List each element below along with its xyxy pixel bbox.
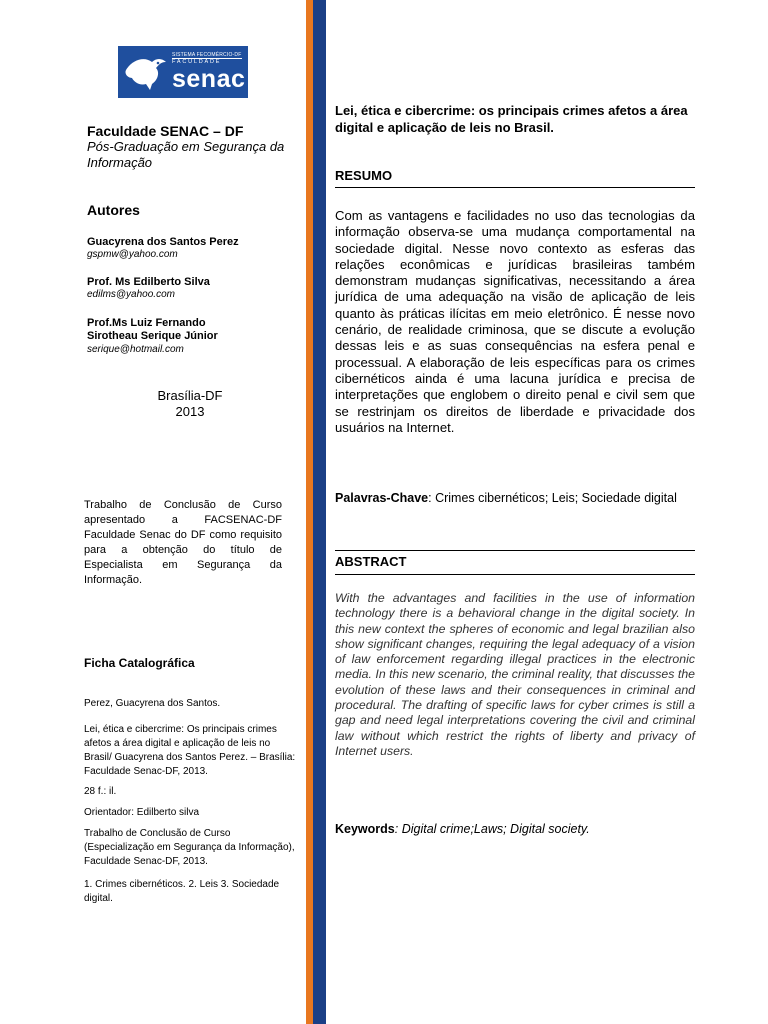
resumo-heading: RESUMO <box>335 168 393 183</box>
logo-brand-text: senac <box>172 65 246 93</box>
ficha-entry: Trabalho de Conclusão de Curso (Especialização em Segurança da Informação), Faculdade Senac-DF, 2013. <box>84 828 295 867</box>
paper-title: Lei, ética e cibercrime: os principais crimes afetos a área digital e aplicação de leis no Brasil. <box>335 103 688 135</box>
logo-middle-text: FACULDADE <box>172 59 222 65</box>
school-name: Faculdade SENAC – DF <box>87 123 244 139</box>
abstract-text: With the advantages and facilities in the use of information technology there is a behavioral change in the digital society. In this new context the spheres of economic and legal brazilian also show significant changes, requiring the legal adequacy of a vision of law enforcement regarding illegal practices in the electronic media. In this new scenario, the criminal reality, that discusses the evolution of these laws and their consequences in criminal and procedural. The drafting of specific laws for cyber crimes is still a gap and need legal interpretations covering the civil and criminal law without which restrict the rights of liberty and privacy of Internet users. <box>335 591 695 758</box>
author-name: Guacyrena dos Santos Perez <box>87 236 239 248</box>
keywords-en <box>335 822 695 836</box>
ficha-entry: 1. Crimes cibernéticos. 2. Leis 3. Sociedade digital. <box>84 879 280 904</box>
keywords-pt-values: : Crimes cibernéticos; Leis; Sociedade digital <box>428 491 677 505</box>
left-column <box>0 0 306 1024</box>
authors-heading: Autores <box>87 202 140 218</box>
city-year <box>100 388 280 420</box>
divider-orange-stripe <box>306 0 313 1024</box>
ficha-heading: Ficha Catalográfica <box>84 656 195 670</box>
author-email: gspmw@yahoo.com <box>87 249 178 260</box>
ficha-entry: Perez, Guacyrena dos Santos. <box>84 698 221 709</box>
city: Brasília-DF <box>157 388 223 403</box>
ficha-entry: Orientador: Edilberto silva <box>84 807 200 818</box>
keywords-pt <box>335 490 695 506</box>
eagle-icon <box>122 52 170 92</box>
resumo-rule <box>335 187 695 188</box>
divider-blue-stripe <box>313 0 326 1024</box>
ficha-entry: 28 f.: il. <box>84 786 117 797</box>
author-name: Prof. Ms Edilberto Silva <box>87 276 210 288</box>
resumo-text: Com as vantagens e facilidades no uso das tecnologias da informação observa-se uma mudança comportamental na sociedade digital. Nesse novo contexto as esferas das relações econômicas e jurídicas brasileiras também demonstram mudanças significativas, necessitando a área jurídica de uma adequação na visão de aplicação de leis quanto às práticas ilícitas em meio eletrônico. É nesse novo cenário, de realidade criminosa, que se discute a evolução dessas leis e as suas consequências na esfera penal e processual. A elaboração de leis específicas para os crimes cibernéticos ainda é uma lacuna jurídica e precisa de interpretações que englobem o direito penal e civil sem que se restrinjam os direitos de liberdade e privacidade dos usuários na Internet. <box>335 208 695 435</box>
ficha-entry: Lei, ética e cibercrime: Os principais crimes afetos a área digital e aplicação de leis no Brasil/ Guacyrena dos Santos Perez. – Brasília: Faculdade Senac-DF, 2013. <box>84 724 296 777</box>
tcc-statement: Trabalho de Conclusão de Curso apresentado a FACSENAC-DF Faculdade Senac do DF como requisito para a obtenção do título de Especialista em Segurança da Informação. <box>84 499 282 586</box>
vertical-divider <box>306 0 326 1024</box>
keywords-en-label: Keywords <box>335 822 395 836</box>
logo-top-text: SISTEMA FECOMÉRCIO-DF <box>172 52 242 58</box>
keywords-pt-label: Palavras-Chave <box>335 491 429 505</box>
author-email: serique@hotmail.com <box>87 344 184 355</box>
abstract-top-rule <box>335 550 695 551</box>
author-email: edilms@yahoo.com <box>87 289 175 300</box>
year: 2013 <box>175 404 205 419</box>
keywords-en-values: : Digital crime;Laws; Digital society. <box>394 822 590 836</box>
abstract-heading: ABSTRACT <box>335 554 407 569</box>
senac-logo <box>118 46 248 98</box>
author-name: Prof.Ms Luiz Fernando Sirotheau Serique Júnior <box>87 317 218 342</box>
program-name: Pós-Graduação em Segurança da Informação <box>87 139 285 170</box>
abstract-rule <box>335 574 695 575</box>
